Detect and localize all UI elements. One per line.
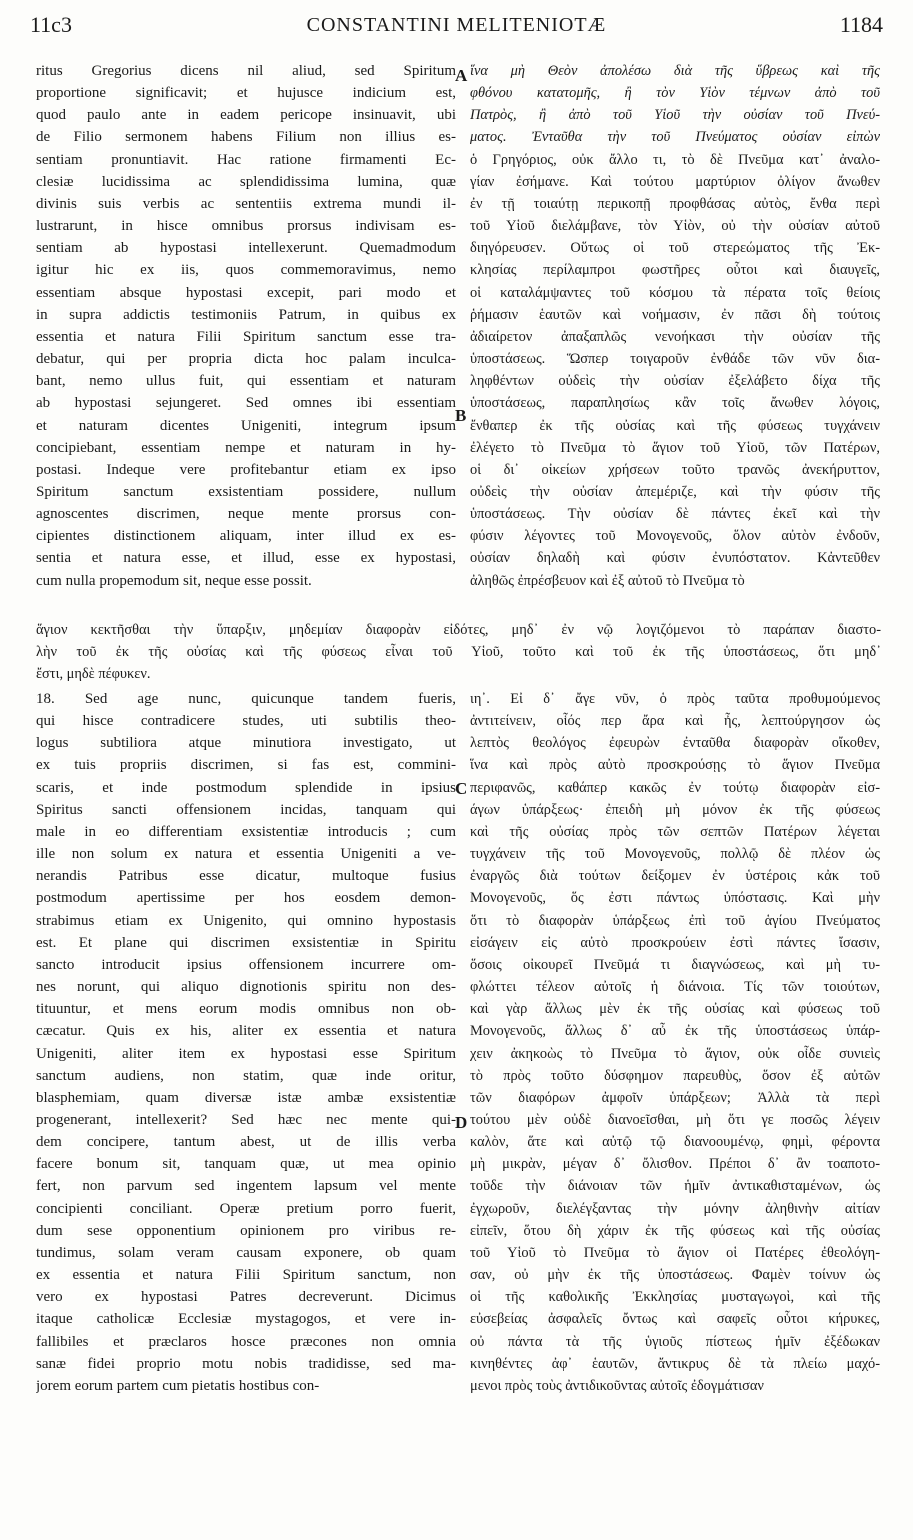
page-number-right: 1184: [839, 12, 883, 37]
text-line: τοῦδε τὴν διάνοιαν τῶν ἡμῖν ἀντικαθισταμένων, ὡς: [470, 1178, 880, 1195]
text-line: ex tuis propriis discrimen, si fas est, commini-: [36, 757, 456, 774]
text-line: ἐν τῇ τοιαύτῃ περικοπῇ προφθάσας αὐτὸς, ἔνθα περὶ: [470, 195, 880, 212]
text-line: φύσιν λέγοντες τοῦ Μονογενοῦς, ὅλον αὐτὸν ἐνδοῦν,: [470, 528, 880, 545]
text-line: τυγχάνειν τῆς τοῦ Μονογενοῦς, πολλῷ δὲ πλέον ὡς: [470, 846, 880, 863]
text-line: κλησίας περίλαμπροι φωστῆρες οὗτοι καὶ διαυγεῖς,: [470, 262, 880, 279]
text-line: Unigeniti, aliter item ex hypostasi esse Spiritum: [36, 1045, 456, 1062]
latin-column-2: [36, 688, 456, 1397]
text-line: debatur, qui per propria dicta hoc palam inculca-: [36, 351, 456, 368]
text-line: ἵνα καὶ πρὸς αὐτὸ προσκρούσῃς τὸ ἅγιον Πνεῦμα: [470, 757, 880, 774]
text-line: sanæ fidei proprio motu nobis tradidisse, sed ma-: [36, 1355, 456, 1372]
text-line: Πατρὸς, ἢ ἀπὸ τοῦ Υἱοῦ τὴν οὐσίαν τοῦ Πνεύ-: [470, 107, 880, 124]
text-line: cum nulla propemodum sit, neque esse possit.: [36, 572, 312, 589]
text-line: nes norunt, qui aliquo dignotionis spiritu non des-: [36, 979, 456, 996]
text-line: Μονογενοῦς, ὅς ἐστι πάντως ὑπόστασις. Καὶ μὴν: [470, 890, 880, 907]
text-line: de Filio sermonem habens Filium non illius es-: [36, 129, 456, 146]
text-line: ἀντιτείνειν, οἷός περ ἄρα καὶ ἦς, λεπτούργησον ὡς: [470, 713, 880, 730]
margin-marker-b: B: [455, 406, 467, 425]
text-line: ἐγχωροῦν, διελέγξαντας τὴν μόνην ἀληθινὴν αἰτίαν: [470, 1200, 880, 1217]
text-line: φλώττει τέλεον αὐτοῖς ἡ διάνοια. Τίς τῶν τοιούτων,: [470, 979, 880, 996]
text-line: εὐσεβείας ἀσφαλεῖς ὄντως καὶ σαφεῖς οὗτοι κήρυκες,: [470, 1311, 880, 1328]
text-line: οἱ δι᾽ οἰκείων χρήσεων τοῦτο τρανῶς ἀνεκήρυττον,: [470, 461, 880, 478]
text-line: igitur hic ex iis, quos commemoravimus, nemo: [36, 262, 456, 279]
text-line: Spiritus sancti offensionem incidas, tanquam qui: [36, 801, 456, 818]
text-line: μενοι πρὸς τοὺς ἀντιδικοῦντας αὐτοῖς ἐδογμάτισαν: [470, 1377, 764, 1394]
text-line: εἰσάγειν εἰς αὐτὸ προσκρούειν ἐστὶ πάντες ἴσασιν,: [470, 934, 880, 951]
text-line: sanctum audiens, non statim, quæ inde oritur,: [36, 1067, 456, 1084]
text-line: fert, non parvum sed ingentem lapsum vel mente: [36, 1178, 456, 1195]
text-line: quod paulo ante in eadem pericope insinuavit, ubi: [36, 107, 456, 124]
text-line: clesiæ lucidissima ac splendidissima lumina, quæ: [36, 173, 456, 190]
text-line: γίαν ἐσήμανε. Καὶ τούτου μαρτύριον ὀλίγον ἄνωθεν: [470, 173, 880, 190]
text-line: fallibiles et præclaros hosce præcones non omnia: [36, 1333, 456, 1350]
text-line: ὅτι τὸ διαφορὰν ὑπάρξεως ἐπὶ τοῦ ἁγίου Πνεύματος: [470, 912, 880, 929]
text-line: χειν ἀκηκοὼς τὸ Πνεῦμα τὸ ἅγιον, οὐκ οἶδε συνιεὶς: [470, 1045, 880, 1062]
text-line: λὴν τοῦ ἐκ τῆς οὐσίας καὶ τῆς φύσεως εἶναι τοῦ Υἱοῦ, τοῦτο καὶ τοῦ ἐκ τῆς ὑποστάσεως, ὅτι μηδ᾽: [36, 644, 881, 661]
text-line: postmodum apertissime per hos eosdem demon-: [36, 890, 456, 907]
text-line: ex essentia et natura Filii Spiritum sanctum, non: [36, 1267, 456, 1284]
text-line: ab hypostasi sejungeret. Sed omnes ibi essentiam: [36, 395, 456, 412]
text-line: οὐ πάντα τὰ τῆς ὑγιοῦς πίστεως ἡμῖν ἐξέδωκαν: [470, 1333, 880, 1350]
text-line: male in eo differentiam exsistentiæ introducis ; cum: [36, 823, 456, 840]
text-line: est. Et plane qui discrimen exsistentiæ in Spiritu: [36, 934, 456, 951]
running-title: CONSTANTINI MELITENIOTÆ: [306, 14, 607, 36]
text-line: in supra addictis testimoniis Patrum, in quibus ex: [36, 306, 456, 323]
text-line: τοῦ Υἱοῦ τὸ Πνεῦμα τὸ ἅγιον οἱ Πατέρες ἐθεολόγη-: [470, 1244, 880, 1261]
text-line: sentiam pronuntiavit. Hac ratione firmamenti Ec-: [36, 151, 456, 168]
text-line: καλὸν, ἅτε καὶ αὐτῷ τῷ διανοουμένῳ, φημὶ, φέροντα: [470, 1134, 880, 1151]
greek-column-2: [470, 688, 880, 1397]
text-line: vero ex hypostasi Patres decreverunt. Dicimus: [36, 1289, 456, 1306]
text-line: Μονογενοῦς, ἄλλως δ᾽ αὖ ἐκ τῆς ὑποστάσεως ὑπάρ-: [470, 1023, 880, 1040]
text-line: sentiam ab hypostasi intellexerunt. Quemadmodum: [36, 240, 456, 257]
text-line: tundimus, solam veram causam exponere, ob quam: [36, 1244, 456, 1261]
text-line: facere bonum sit, tanquam quæ, ut mea opinio: [36, 1156, 456, 1173]
text-line: οἱ τῆς καθολικῆς Ἐκκλησίας μυσταγωγοὶ, καὶ τῆς: [470, 1289, 880, 1306]
margin-marker-d: D: [455, 1113, 468, 1132]
text-line: ἀδιαίρετον ἀπαξαπλῶς νενοήκασι τὴν οὐσίαν τῆς: [470, 328, 880, 345]
text-line: essentia et natura Filii Spiritum sanctum esse tra-: [36, 328, 456, 345]
text-line: progenerant, intellexerit? Sed hæc nec mente qui-: [36, 1111, 456, 1128]
text-line: τῶν διαφόρων ἀμφοῖν ὑπάρξεων; Ἀλλὰ τὰ περὶ: [470, 1089, 880, 1106]
text-line: scaris, et inde postmodum splendide in ipsius: [36, 779, 456, 796]
text-line: divinis suis verbis ac sententiis extrema mundi il-: [36, 195, 456, 212]
text-line: blasphemiam, quam diversæ istæ ambæ exsistentiæ: [36, 1089, 456, 1106]
text-line: άγων ὑπάρξεως· ἐπειδὴ μὴ μόνον ἐκ τῆς φύσεως: [470, 801, 880, 818]
text-line: φθόνου κατατομῆς, ἢ τὸν Υἱὸν τέμνων ἀπὸ τοῦ: [470, 85, 880, 102]
text-line: strabimus etiam ex Unigenito, qui omnino hypostasis: [36, 912, 456, 929]
text-line: jorem eorum partem cum pietatis hostibus con-: [36, 1377, 320, 1394]
text-line: nerandis Patribus esse dicatur, multoque fusius: [36, 868, 456, 885]
text-line: concipienti conciliant. Operæ pretium porro fuerit,: [36, 1200, 456, 1217]
text-line: ἐναργῶς διὰ τούτων δείξομεν ἐν ὑστέροις κἀκ τοῦ: [470, 868, 880, 885]
text-line: μὴ μικρὰν, μέγαν δ᾽ ὄλισθον. Πρέποι δ᾽ ἂν τοαποτο-: [470, 1156, 880, 1173]
text-line: ὑποστάσεως, παραπλησίως κἂν τοῖς ἄνωθεν λόγοις,: [470, 395, 880, 412]
text-line: logus subtiliora atque minutiora investigato, ut: [36, 735, 456, 752]
text-line: ἔστι, μηδὲ πέφυκεν.: [36, 666, 151, 683]
text-line: ἀληθῶς ἐπρέσβευον καὶ ἐξ αὐτοῦ τὸ Πνεῦμα τὸ: [470, 572, 745, 589]
text-line: dum sese opponentium opinionem pro viribus re-: [36, 1222, 456, 1239]
latin-column-1: [36, 60, 456, 592]
margin-marker-a: A: [455, 66, 468, 85]
text-line: cipientes distinctionem aliquam, inter illud ex es-: [36, 528, 456, 545]
text-line: τούτου μὲν οὐδὲ διανοεῖσθαι, μὴ ὅτι γε ποσῶς λέγειν: [470, 1111, 880, 1128]
text-line: κινηθέντες ἀφ᾽ ἑαυτῶν, ἄντικρυς δὲ τὰ πλείω μαχό-: [470, 1355, 880, 1372]
text-line: ὑποστάσεως. Τὴν οὐσίαν δὲ πάντες ἐκεῖ καὶ τὴν: [470, 506, 880, 523]
text-line: sancto introducit ipsius offensionem incurrere om-: [36, 956, 456, 973]
page-number-left: 11c3: [30, 12, 72, 37]
greek-column-1: [470, 60, 880, 592]
text-line: ritus Gregorius dicens nil aliud, sed Spiritum: [36, 63, 456, 79]
greek-full-width-block: [36, 619, 881, 685]
text-line: ἅγιον κεκτῆσθαι τὴν ὕπαρξιν, μηδεμίαν διαφορὰν εἰδότες, μηδ᾽ ἐν νῷ λογιζόμενοι τὸ παράπαν διαστο-: [36, 622, 881, 638]
text-line: ὑποστάσεως. Ὥσπερ τοιγαροῦν ἐνθάδε τῶν νῦν δια-: [470, 351, 880, 368]
text-line: οἱ καταλάμψαντες τοῦ κόσμου τὰ πέρατα τοῖς θείοις: [470, 284, 880, 301]
text-line: sentia et natura esse, et illud, esse ex hypostasi,: [36, 550, 456, 567]
text-line: καὶ τῆς οὐσίας πρὸς τῶν σεπτῶν Πατέρων λέγεται: [470, 823, 880, 840]
text-line: lustrarunt, in hisce omnibus prorsus indivisam es-: [36, 218, 456, 235]
text-line: itaque catholicæ Ecclesiæ mystagogos, et vere in-: [36, 1311, 456, 1328]
text-line: εἰπεῖν, ὅτου δὴ χάριν ἐκ τῆς φύσεως καὶ τῆς οὐσίας: [470, 1222, 880, 1239]
text-line: καὶ γὰρ ἄλλως μὲν ἐκ τῆς οὐσίας καὶ φύσεως τοῦ: [470, 1001, 880, 1018]
text-line: σαν, οὐ μὴν ἐκ τῆς ὑποστάσεως. Φαμὲν τοίνυν ὡς: [470, 1267, 880, 1284]
text-line: essentiam absque hypostasi excepit, pari modo et: [36, 284, 456, 301]
text-line: ὅσοις οἰκουρεῖ Πνεῦμά τι διαγνώσεως, καὶ μὴ τυ-: [470, 956, 880, 973]
text-line: ιη᾽. Εἰ δ᾽ ἄγε νῦν, ὁ πρὸς ταῦτα προθυμούμενος: [470, 691, 880, 707]
text-line: et naturam dicentes Unigeniti, integrum ipsum: [36, 417, 456, 434]
text-line: tituuntur, et mens eorum modis omnibus non ob-: [36, 1001, 456, 1018]
text-line: λεπτὸς θεολόγος ἐφευρὼν ἐνταῦθα διαφορὰν οἴκοθεν,: [470, 735, 880, 752]
text-line: ματος. Ἐνταῦθα τὴν τοῦ Πνεύματος οὐσίαν εἰπὼν: [470, 129, 880, 146]
text-line: ille non solum ex natura et essentia Unigeniti a ve-: [36, 846, 456, 863]
text-line: ὁ Γρηγόριος, οὐκ ἄλλο τι, τὸ δὲ Πνεῦμα κατ᾽ ἀναλο-: [470, 151, 880, 168]
text-line: ἔνθαπερ ἐκ τῆς οὐσίας καὶ τῆς φύσεως τυγχάνειν: [470, 417, 880, 434]
text-line: τοῦ Υἱοῦ διελάμβανε, τὸν Υἱὸν, οὐ τὴν οὐσίαν αὐτοῦ: [470, 218, 880, 235]
text-line: agnoscentes discrimen, neque mente prorsus con-: [36, 506, 456, 523]
text-line: διηγόρευσεν. Οὕτως οἱ τοῦ στερεώματος τῆς Ἐκ-: [470, 240, 880, 257]
text-line: qui hisce contradicere studes, uti subtilis theo-: [36, 713, 456, 730]
text-line: proportione significavit; et hujusce indicium est,: [36, 85, 456, 102]
text-line: ἐλέγετο τὸ Πνεῦμα τὸ ἅγιον τοῦ Υἱοῦ, τῶν Πατέρων,: [470, 439, 880, 456]
text-line: Spiritum sanctum exsistentiam possidere, nullum: [36, 483, 456, 500]
text-line: οὐδεὶς τὴν οὐσίαν ἀπεμέριζε, καὶ τὴν φύσιν τῆς: [470, 483, 880, 500]
page-header: [30, 6, 883, 46]
text-line: bant, nemo ullus fuit, qui essentiam et naturam: [36, 373, 456, 390]
text-line: 18. Sed age nunc, quicunque tandem fueris,: [36, 691, 456, 707]
text-line: οὐσίαν δηλαδὴ καὶ φύσιν ἐνυπόστατον. Κἀντεῦθεν: [470, 550, 880, 567]
text-line: περιφανῶς, καθάπερ κακῶς ἐν τούτῳ διαφορὰν εἰσ-: [470, 779, 880, 796]
text-line: cæcatur. Quis ex his, aliter ex essentia et natura: [36, 1023, 456, 1040]
text-line: concipiebant, essentiam nempe et naturam in hy-: [36, 439, 456, 456]
text-line: ἵνα μὴ Θεὸν ἀπολέσω διὰ τῆς ὕβρεως καὶ τῆς: [470, 63, 880, 79]
text-line: postasi. Indeque vere profitebantur etiam ex ipso: [36, 461, 456, 478]
text-line: ληφθέντων οὐδεὶς τὴν οὐσίαν ἐξελάβετο δίχα τῆς: [470, 373, 880, 390]
text-line: τὸ πρὸς τοῦτο δύσφημον παρευθὺς, ὅσον ἐξ αὐτῶν: [470, 1067, 880, 1084]
text-line: dem concipere, tantum abest, ut de illis verba: [36, 1134, 456, 1151]
margin-marker-c: C: [455, 779, 468, 798]
text-line: ῥήμασιν ἑαυτῶν καὶ νοήμασιν, ἐν πᾶσι δὴ τούτοις: [470, 306, 880, 323]
